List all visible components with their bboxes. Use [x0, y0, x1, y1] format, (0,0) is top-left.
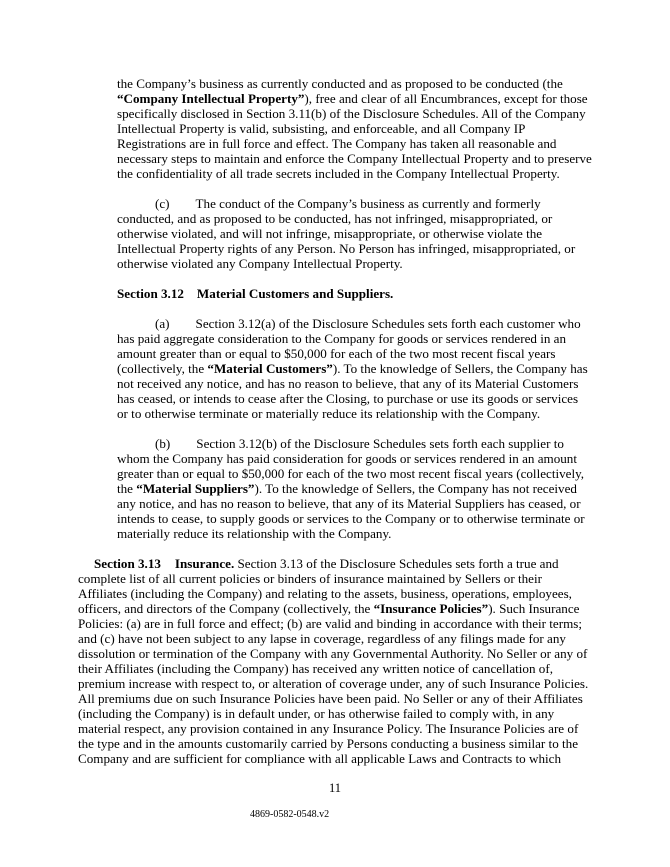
- text-run: The conduct of the Company’s business as currently and formerly conducted, and as proposed to be conducted, has not infringed, misappropriated, or otherwise violated, and will not infringe, misappropriate, or otherwise violate the Intellectual Property rights of any Person. No Person has infringed, misappropriated, or otherwise violated any Company Intellectual Property.: [117, 196, 576, 271]
- tab-space: [117, 447, 155, 448]
- text-run: (a): [155, 316, 170, 331]
- document-body: [78, 76, 592, 781]
- text-run: (c): [155, 196, 170, 211]
- text-run: Section 3.12(a) of the Disclosure Schedules sets forth each customer who has paid aggregate consideration to the Company for goods or services rendered in an amount greater than or equal to $50,000 for each of the two most recent fiscal years (collectively, the: [117, 316, 581, 376]
- document-stamp: 4869-0582-0548.v2: [250, 809, 330, 820]
- bold-text-run: “Material Customers”: [207, 361, 333, 376]
- tab-space: [170, 327, 196, 328]
- paragraph-company-intellectual-property: [117, 76, 592, 181]
- text-run: ). Such Insurance Policies: (a) are in full force and effect; (b) are valid and binding in accordance with their terms; and (c) have not been subject to any lapse in coverage, regardless of any filings made for any dissolution or termination of the Company with any Governmental Authority. No Seller or any of their Affiliates (including the Company) has received any written notice of cancellation of, premium increase with respect to, or alteration of coverage under, any of such Insurance Policies. All premiums due on such Insurance Policies have been paid. No Seller or any of their Affiliates (including the Company) is in default under, or has otherwise failed to comply with, in any material respect, any provision contained in any Insurance Policy. The Insurance Policies are of the type and in the amounts customarily carried by Persons conducting a business similar to the Company and are sufficient for compliance with all applicable Laws and Contracts to which: [78, 601, 589, 766]
- text-run: the Company’s business as currently conducted and as proposed to be conducted (the: [117, 76, 563, 91]
- paragraph-c-conduct: [117, 196, 592, 271]
- page-number: 11: [328, 781, 342, 795]
- paragraph-b-material-suppliers: [117, 436, 592, 541]
- tab-space: [78, 567, 94, 568]
- tab-space: [170, 447, 196, 448]
- tab-space: [117, 207, 155, 208]
- tab-space: [184, 297, 197, 298]
- paragraph-section-3-13-insurance: [78, 556, 592, 766]
- bold-text-run: “Company Intellectual Property”: [117, 91, 305, 106]
- bold-text-run: Section 3.12: [117, 286, 184, 301]
- text-run: Section 3.13 of the Disclosure Schedules sets forth a true and complete list of all current policies or binders of insurance maintained by Sellers or their Affiliates (including the Company) and relating to the assets, business, operations, employees, officers, and directors of the Company (collectively, the: [78, 556, 572, 616]
- bold-text-run: “Material Suppliers”: [136, 481, 255, 496]
- tab-space: [170, 207, 196, 208]
- bold-text-run: Material Customers and Suppliers.: [196, 286, 394, 301]
- text-run: Section 3.12(b) of the Disclosure Schedules sets forth each supplier to whom the Company has paid consideration for goods or services rendered in an amount greater than or equal to $50,000 for each of the two most recent fiscal years (collectively, the: [117, 436, 585, 496]
- paragraph-a-material-customers: [117, 316, 592, 421]
- text-run: ). To the knowledge of Sellers, the Company has not received any notice, and has no reason to believe, that any of its Material Suppliers has ceased, or intends to cease, to supply goods or services to the Company or to otherwise terminate or materially reduce its relationship with the Company.: [117, 481, 585, 541]
- text-run: ). To the knowledge of Sellers, the Company has not received any notice, and has no reason to believe, that any of its Material Customers has ceased, or intends to cease after the Closing, to purchase or use its goods or services or to otherwise terminate or materially reduce its relationship with the Company.: [117, 361, 588, 421]
- bold-text-run: Insurance.: [174, 556, 235, 571]
- tab-space: [117, 327, 155, 328]
- text-run: ), free and clear of all Encumbrances, except for those specifically disclosed in Section 3.11(b) of the Disclosure Schedules. All of the Company Intellectual Property is valid, subsisting, and enforceable, and all Company IP Registrations are in full force and effect. The Company has taken all reasonable and necessary steps to maintain and enforce the Company Intellectual Property and to preserve the confidentiality of all trade secrets included in the Company Intellectual Property.: [117, 91, 592, 181]
- text-run: (b): [155, 436, 171, 451]
- bold-text-run: “Insurance Policies”: [373, 601, 489, 616]
- tab-space: [161, 567, 175, 568]
- heading-section-3-12: [117, 286, 592, 301]
- bold-text-run: Section 3.13: [94, 556, 161, 571]
